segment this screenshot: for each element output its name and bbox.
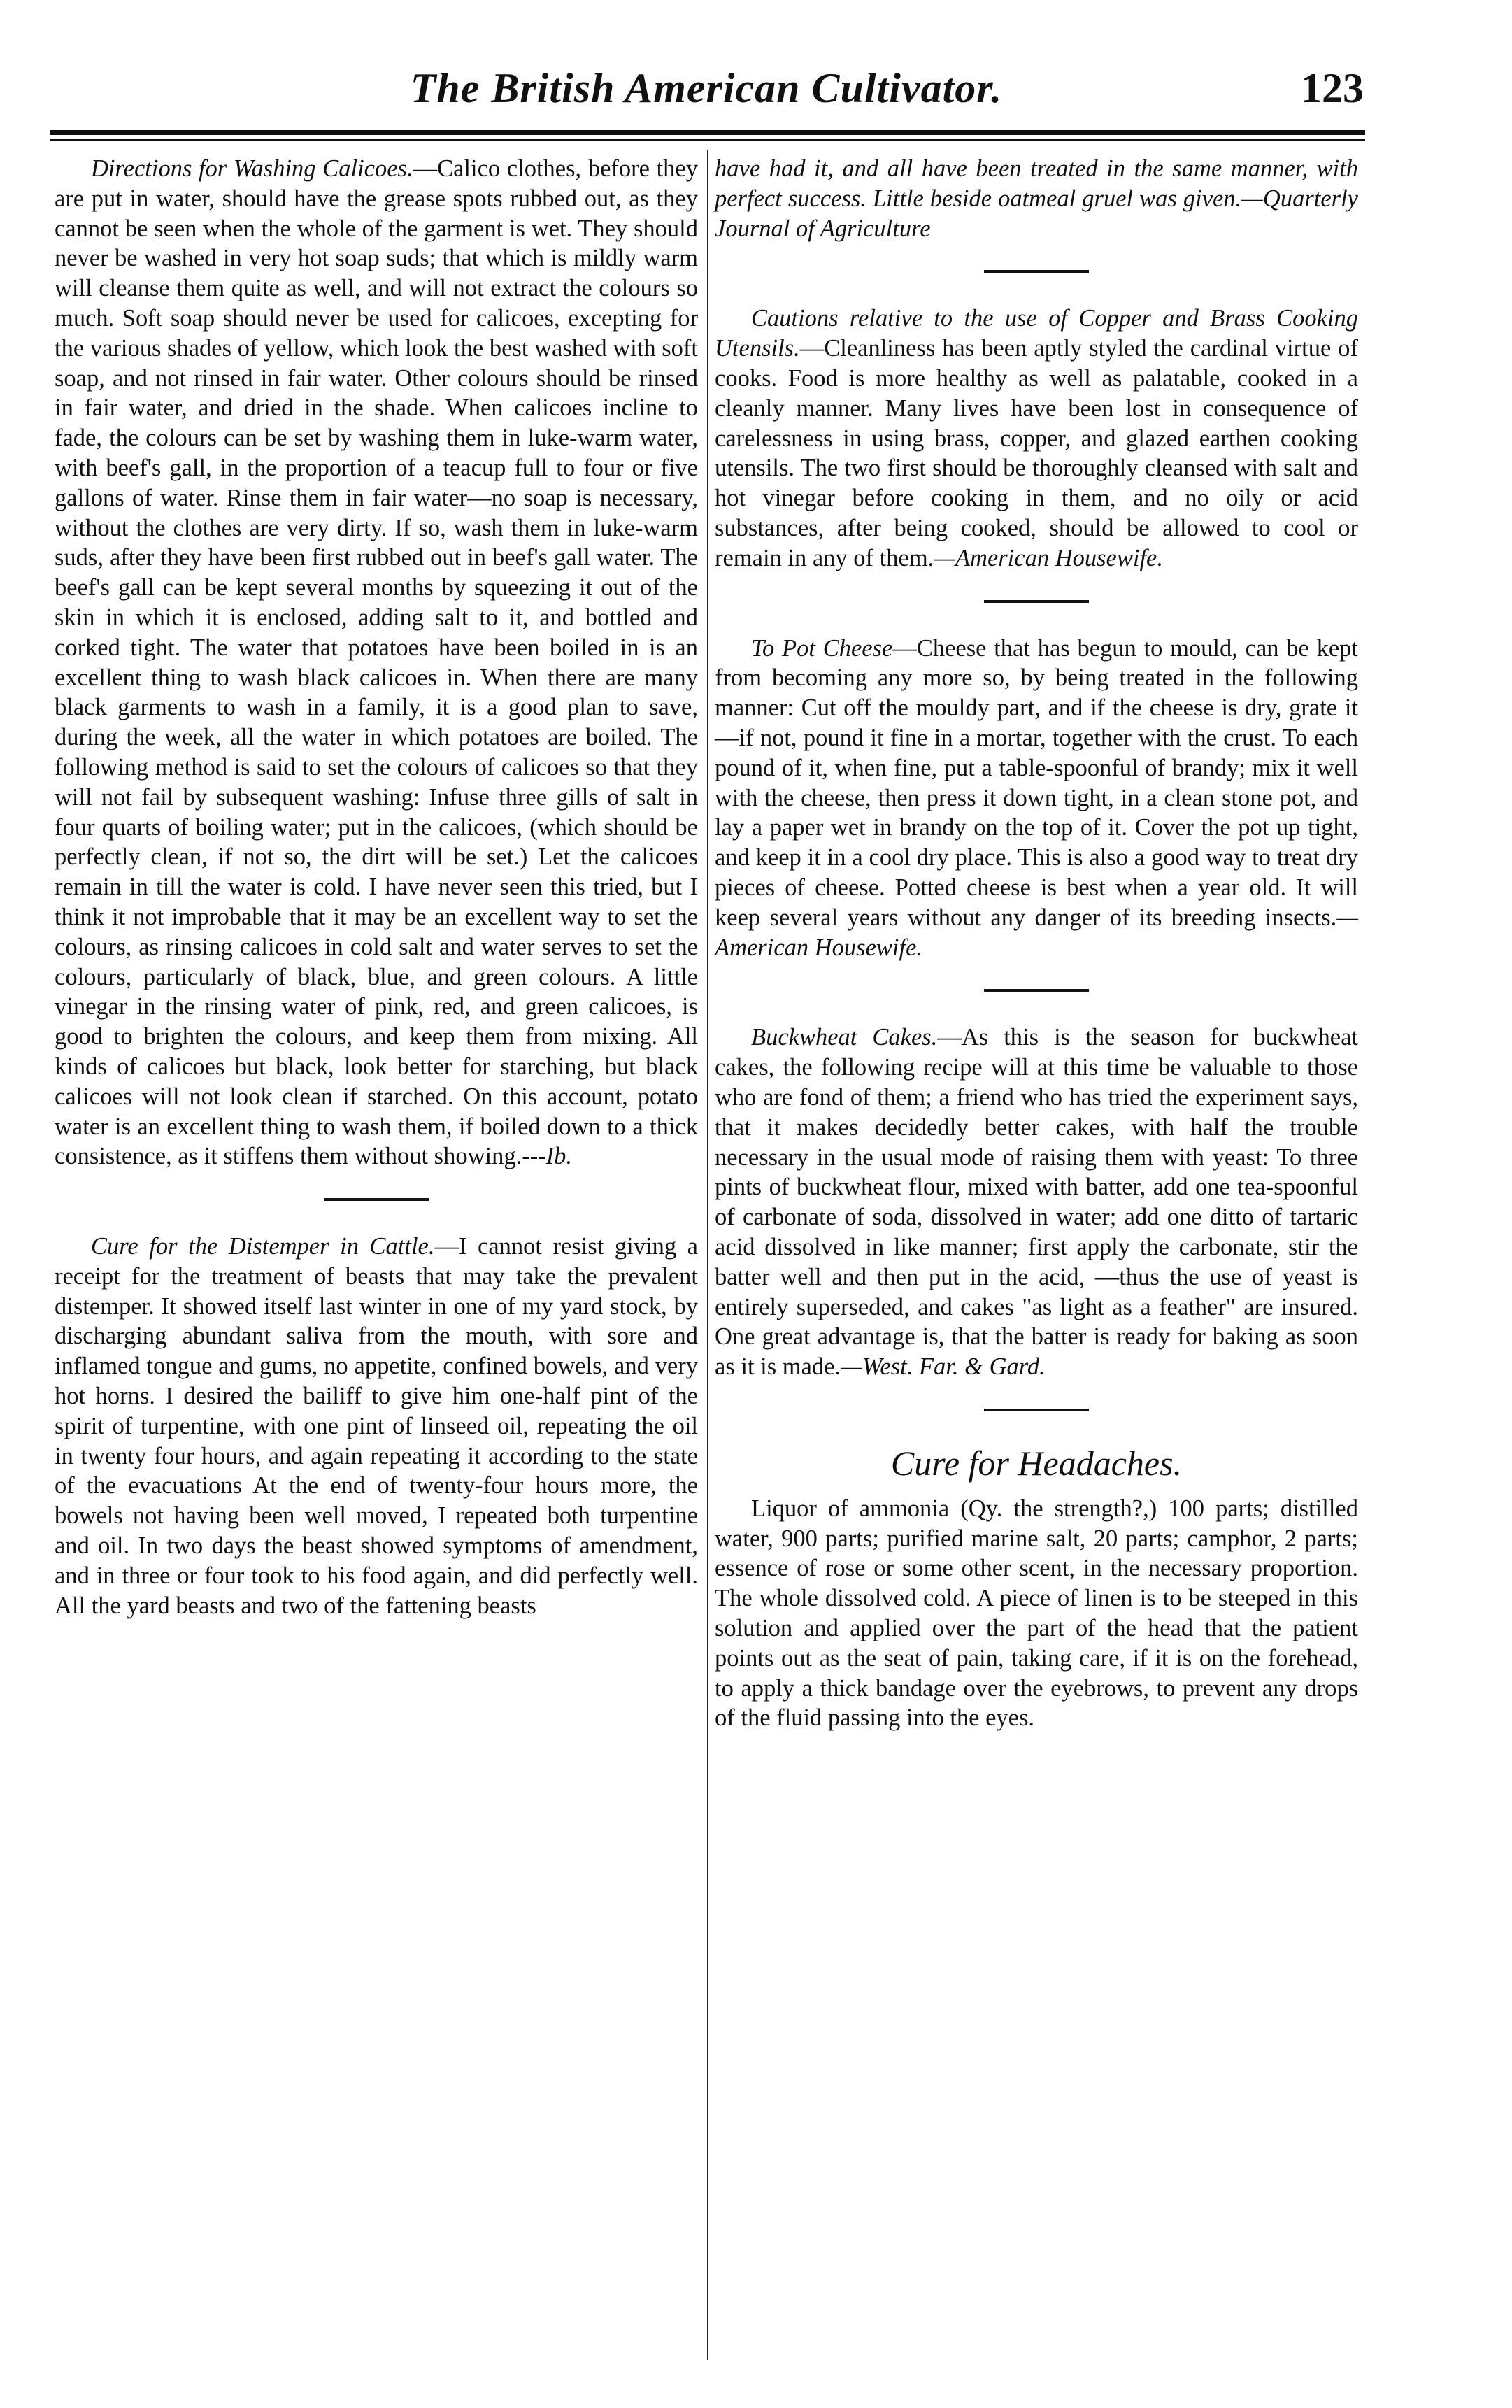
article-body: —I cannot resist giving a receipt for the treatment of beasts that may take the prevalent distemper. It showed itself last winter in one of my yard stock, by discharging abundant saliva from the mouth, with sore and inflamed tongue and gums, no appetite, confined bowels, and very hot horns. I desired the bailiff to give him one-half pint of the spirit of turpentine, with one pint of linseed oil, repeating the oil in twenty four hours, and again repeating it according to the state of the evacuations At the end of twenty-four hours more, the bowels not having been well moved, I repeated both turpentine and oil. In two days the beast showed symptoms of amendment, and in three or four took to his food again, and did perfectly well. All the yard beasts and two of the fattening beasts [55, 1233, 698, 1619]
article-source: —West. Far. & Gard. [841, 1353, 1046, 1381]
article-body: have had it, and all have been treated in the same manner, with perfect success. Little beside oatmeal gruel was given. [715, 155, 1358, 212]
article-body: —Cheese that has begun to mould, can be kept from becoming any more so, by being treated in the following manner: Cut off the mouldy part, and if the cheese is dry, grate it—if not, pound it fine in a mortar, together with the crust. To each pound of it, when fine, put a table-spoonful of brandy; mix it well with the cheese, then press it down tight, in a clean stone pot, and lay a paper wet in brandy on the top of it. Cover the pot up tight, and keep it in a cool dry place. This is also a good way to treat dry pieces of cheese. Potted cheese is best when a year old. It will keep several years without any danger of its breeding insects. [715, 634, 1358, 931]
article-buckwheat-cakes [715, 1023, 1358, 1382]
column-divider [707, 150, 708, 2360]
header-rule-thin [50, 139, 1365, 141]
article-source: —Quarterly Journal of Agriculture [715, 185, 1358, 242]
article-washing-calicoes [55, 154, 698, 1171]
article-divider [984, 270, 1089, 273]
article-paragraph [715, 304, 1358, 573]
article-cure-headaches [715, 1442, 1358, 1733]
right-column [715, 154, 1358, 1748]
article-body: Liquor of ammonia (Qy. the strength?,) 100 parts; distilled water, 900 parts; purified marine salt, 20 parts; camphor, 2 parts; essence of rose or some other scent, in the necessary proportion. The whole dissolved cold. A piece of linen is to be steeped in this solution and applied over the part of the head that the patient points out as the seat of pain, taking care, if it is on the forehead, to apply a thick bandage over the eyebrows, to prevent any drops of the fluid passing into the eyes. [715, 1495, 1358, 1732]
article-title: Cure for the Distemper in Cattle. [91, 1233, 435, 1260]
article-source: —American Housewife. [715, 904, 1358, 961]
article-title: Directions for Washing Calicoes. [91, 155, 413, 182]
article-body: —As this is the season for buckwheat cakes, the following recipe will at this time be valuable to those who are fond of them; a friend who has tried the experiment says, that it makes decidedly better cakes, with half the trouble necessary in the usual mode of raising them with yeast: To three pints of buckwheat flour, mixed with batter, add one tea-spoonful of carbonate of soda, dissolved in water; add one ditto of tartaric acid dissolved in like manner; first apply the carbonate, stir the batter well and then put in the acid, —thus the use of yeast is entirely superseded, and cakes "as light as a feather" are insured. One great advantage is, that the batter is ready for baking as soon as it is made. [715, 1024, 1358, 1381]
article-pot-cheese [715, 634, 1358, 963]
article-paragraph [55, 154, 698, 1171]
article-source: ---Ib. [522, 1143, 573, 1170]
article-source: —American Housewife. [934, 544, 1163, 571]
article-paragraph [715, 634, 1358, 963]
article-divider [984, 989, 1089, 992]
header-rule-thick [50, 130, 1365, 135]
article-copper-brass [715, 304, 1358, 573]
article-body: —Calico clothes, before they are put in water, should have the grease spots rubbed out, as they cannot be seen when the whole of the garment is wet. They should never be washed in very hot soap suds; that which is mildly warm will cleanse them quite as well, and will not extract the colours so much. Soft soap should never be used for calicoes, excepting for the various shades of yellow, which look the best washed with soft soap, and not rinsed in fair water. Other colours should be rinsed in fair water, and dried in the shade. When calicoes incline to fade, the colours can be set by washing them in luke-warm water, with beef's gall, in the proportion of a teacup full to four or five gallons of water. Rinse them in fair water—no soap is necessary, without the clothes are very dirty. If so, wash them in luke-warm suds, after they have been first rubbed out in beef's gall water. The beef's gall can be kept several months by squeezing it out of the skin in which it is enclosed, adding salt to it, and bottled and corked tight. The water that potatoes have been boiled in is an excellent thing to wash black calicoes in. When there are many black garments to wash in a family, it is a good plan to save, during the week, all the water in which potatoes are boiled. The following method is said to set the colours of calicoes so that they will not fail by subsequent washing: Infuse three gills of salt in four quarts of boiling water; put in the calicoes, (which should be perfectly clean, if not so, the dirt will be set.) Let the calicoes remain in till the water is cold. I have never seen this tried, but I think it not improbable that it may be an excellent way to set the colours, as rinsing calicoes in cold salt and water serves to set the colours, particularly of black, blue, and green colours. A little vinegar in the rinsing water of pink, red, and green calicoes, is good to brighten the colours, and keep them from mixing. All kinds of calicoes but black, look better for starching, but black calicoes will not look clean if starched. On this account, potato water is an excellent thing to wash them, if boiled down to a thick consistence, as it stiffens them without showing. [55, 155, 698, 1170]
article-divider [984, 600, 1089, 603]
article-divider [324, 1198, 429, 1201]
article-distemper-cattle [55, 1232, 698, 1620]
page-number: 123 [1301, 65, 1364, 111]
article-paragraph [55, 1232, 698, 1620]
article-title: Buckwheat Cakes. [751, 1024, 938, 1051]
section-heading: Cure for Headaches. [890, 1443, 1183, 1483]
article-paragraph [715, 154, 1358, 243]
article-distemper-continued [715, 154, 1358, 243]
article-body: —Cleanliness has been aptly styled the cardinal virtue of cooks. Food is more healthy as well as palatable, cooked in a cleanly manner. Many lives have been lost in consequence of carelessness in using brass, copper, and glazed earthen cooking utensils. The two first should be thoroughly cleansed with salt and hot vinegar before cooking in them, and no oily or acid substances, after being cooked, should be allowed to cool or remain in any of them. [715, 335, 1358, 571]
left-column [55, 154, 698, 1636]
article-title: To Pot Cheese [751, 634, 893, 662]
article-paragraph [715, 1023, 1358, 1382]
article-divider [984, 1409, 1089, 1411]
running-head-title: The British American Cultivator. [410, 65, 1003, 111]
article-title: Cautions relative to the use of Copper and Brass Cooking Utensils. [715, 305, 1358, 362]
